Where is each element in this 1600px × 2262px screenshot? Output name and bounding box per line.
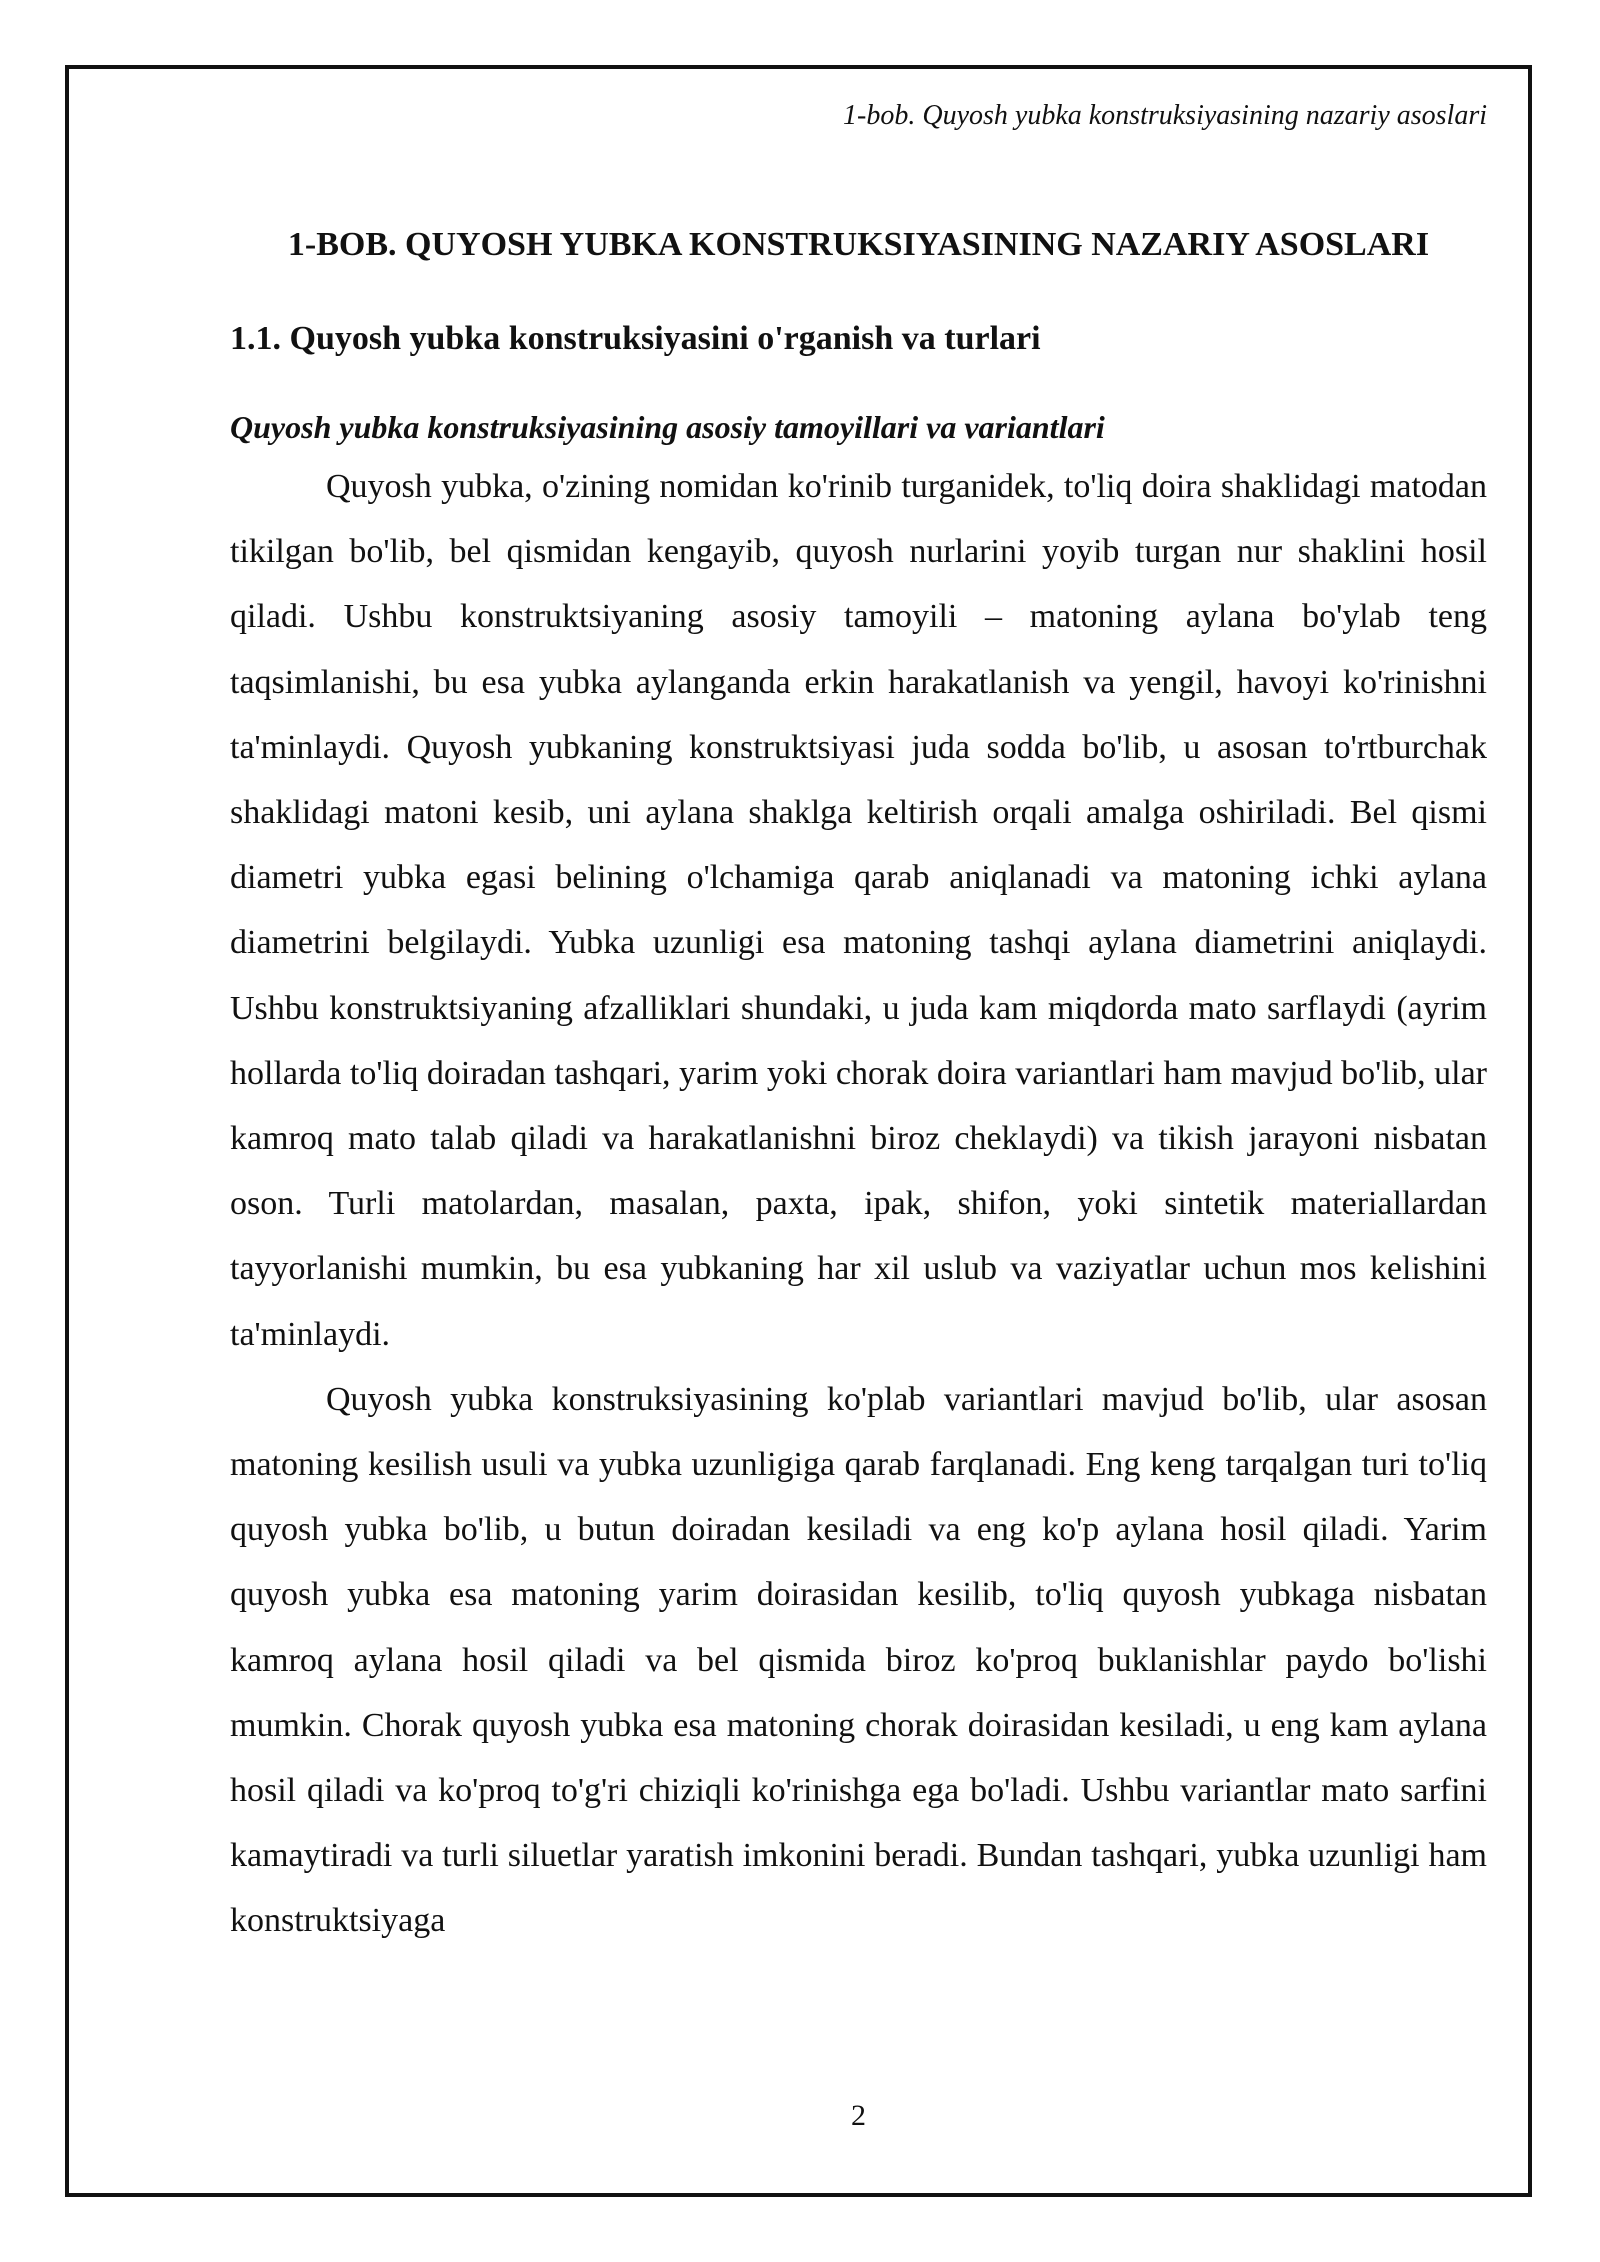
page-number: 2 — [851, 2099, 866, 2132]
running-header: 1-bob. Quyosh yubka konstruksiyasining nazariy asoslari — [843, 100, 1487, 131]
section-title: 1.1. Quyosh yubka konstruksiyasini o'rganish va turlari — [230, 320, 1041, 357]
paragraph-1: Quyosh yubka, o'zining nomidan ko'rinib turganidek, to'liq doira shaklidagi matodan tikilgan bo'lib, bel qismidan kengayib, quyosh nurlarini yoyib turgan nur shaklini hosil qiladi. Ushbu konstruktsiyaning asosiy tamoyili – matoning aylana bo'ylab teng taqsimlanishi, bu esa yubka aylanganda erkin harakatlanish va yengil, havoyi ko'rinishni ta'minlaydi. Quyosh yubkaning konstruktsiyasi juda sodda bo'lib, u asosan to'rtburchak shaklidagi matoni kesib, uni aylana shaklga keltirish orqali amalga oshiriladi. Bel qismi diametri yubka egasi belining o'lchamiga qarab aniqlanadi va matoning ichki aylana diametrini belgilaydi. Yubka uzunligi esa matoning tashqi aylana diametrini aniqlaydi. Ushbu konstruktsiyaning afzalliklari shundaki, u juda kam miqdorda mato sarflaydi (ayrim hollarda to'liq doiradan tashqari, yarim yoki chorak doira variantlari ham mavjud bo'lib, ular kamroq mato talab qiladi va harakatlanishni biroz cheklaydi) va tikish jarayoni nisbatan oson. Turli matolardan, masalan, paxta, ipak, shifon, yoki sintetik materiallardan tayyorlanishi mumkin, bu esa yubkaning har xil uslub va vaziyatlar uchun mos kelishini ta'minlaydi. — [230, 468, 1487, 1353]
paragraph-2: Quyosh yubka konstruksiyasining ko'plab variantlari mavjud bo'lib, ular asosan matoning kesilish usuli va yubka uzunligiga qarab farqlanadi. Eng keng tarqalgan turi to'liq quyosh yubka bo'lib, u butun doiradan kesiladi va eng ko'p aylana hosil qiladi. Yarim quyosh yubka esa matoning yarim doirasidan kesilib, to'liq quyosh yubkaga nisbatan kamroq aylana hosil qiladi va bel qismida biroz ko'proq buklanishlar paydo bo'lishi mumkin. Chorak quyosh yubka esa matoning chorak doirasidan kesiladi, u eng kam aylana hosil qiladi va ko'proq to'g'ri chiziqli ko'rinishga ega bo'ladi. Ushbu variantlar mato sarfini kamaytiradi va turli siluetlar yaratish imkonini beradi. Bundan tashqari, yubka uzunligi ham konstruktsiyaga — [230, 1380, 1487, 1940]
subsection-title: Quyosh yubka konstruksiyasining asosiy tamoyillari va variantlari — [230, 409, 1105, 445]
chapter-title: 1-BOB. QUYOSH YUBKA KONSTRUKSIYASINING NAZARIY ASOSLARI — [287, 226, 1430, 263]
document-body — [230, 212, 1487, 1954]
